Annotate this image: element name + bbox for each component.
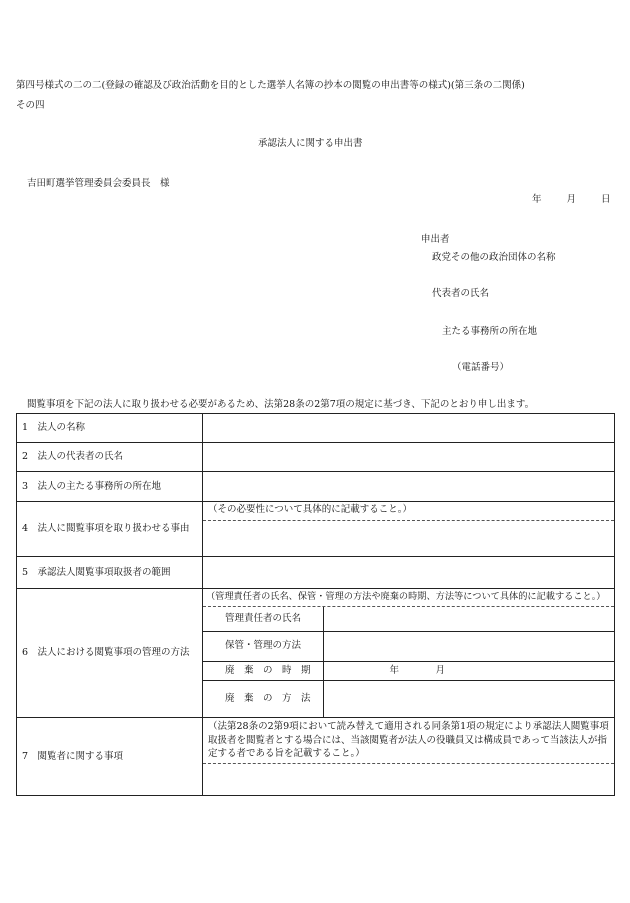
table-row [17,443,615,472]
management-method-note: （管理責任者の氏名、保管・管理の方法や廃棄の時期、方法等について具体的に記載すること。） [203,589,614,607]
disposal-method-field[interactable] [323,680,614,717]
manager-name-label: 管理責任者の氏名 [203,607,323,631]
handling-reason-field[interactable] [203,521,614,554]
row-label-representative-name: 2 法人の代表者の氏名 [17,443,203,472]
storage-method-label: 保管・管理の方法 [203,631,323,661]
handler-scope-field[interactable] [203,557,615,589]
table-row [17,414,615,443]
viewer-matters-field[interactable] [203,764,614,792]
application-table [16,413,615,796]
handling-reason-cell [203,502,615,557]
table-row [17,502,615,557]
date-line: 年 月 日 [532,194,613,205]
applicant-representative-label: 代表者の氏名 [432,288,490,299]
form-subtitle: その四 [16,100,45,111]
corporation-name-field[interactable] [203,414,615,443]
form-title: 第四号様式の二の二(登録の確認及び政治活動を目的とした選挙人名簿の抄本の閲覧の申出書等の様式)(第三条の二関係) [16,80,525,91]
viewer-matters-cell [203,718,615,796]
intro-text: 閲覧事項を下記の法人に取り扱わせる必要があるため、法第28条の2第7項の規定に基づき、下記のとおり申し出ます。 [27,399,535,410]
disposal-timing-label: 廃 棄 の 時 期 [203,661,323,680]
applicant-office-label: 主たる事務所の所在地 [442,326,538,337]
row-label-handling-reason: 4 法人に閲覧事項を取り扱わせる事由 [17,502,203,557]
management-subtable [203,607,614,717]
addressee: 吉田町選挙管理委員会委員長 様 [27,178,170,189]
row-label-handler-scope: 5 承認法人閲覧事項取扱者の範囲 [17,557,203,589]
disposal-method-label: 廃 棄 の 方 法 [203,680,323,717]
row-label-viewer-matters: 7 閲覧者に関する事項 [17,718,203,796]
disposal-timing-field[interactable]: 年 月 [323,661,614,680]
applicant-label: 申出者 [421,234,450,245]
table-row [17,589,615,718]
applicant-phone-label: （電話番号） [452,362,510,373]
management-method-cell [203,589,615,718]
table-row [17,718,615,796]
row-label-office-address: 3 法人の主たる事務所の所在地 [17,472,203,502]
table-row [17,472,615,502]
office-address-field[interactable] [203,472,615,502]
applicant-org-name-label: 政党その他の政治団体の名称 [432,252,556,263]
handling-reason-note: （その必要性について具体的に記載すること。） [203,502,614,521]
representative-name-field[interactable] [203,443,615,472]
table-row [17,557,615,589]
storage-method-field[interactable] [323,631,614,661]
manager-name-field[interactable] [323,607,614,631]
document-title: 承認法人に関する申出書 [258,138,363,149]
row-label-management-method: 6 法人における閲覧事項の管理の方法 [17,589,203,718]
viewer-matters-note: （法第28条の2第9項において読み替えて適用される同条第1項の規定により承認法人閲覧事項取扱者を閲覧者とする場合には、当該閲覧者が法人の役職員又は構成員であって当該法人が指定する者である旨を記載すること。） [203,718,614,764]
row-label-corporation-name: 1 法人の名称 [17,414,203,443]
